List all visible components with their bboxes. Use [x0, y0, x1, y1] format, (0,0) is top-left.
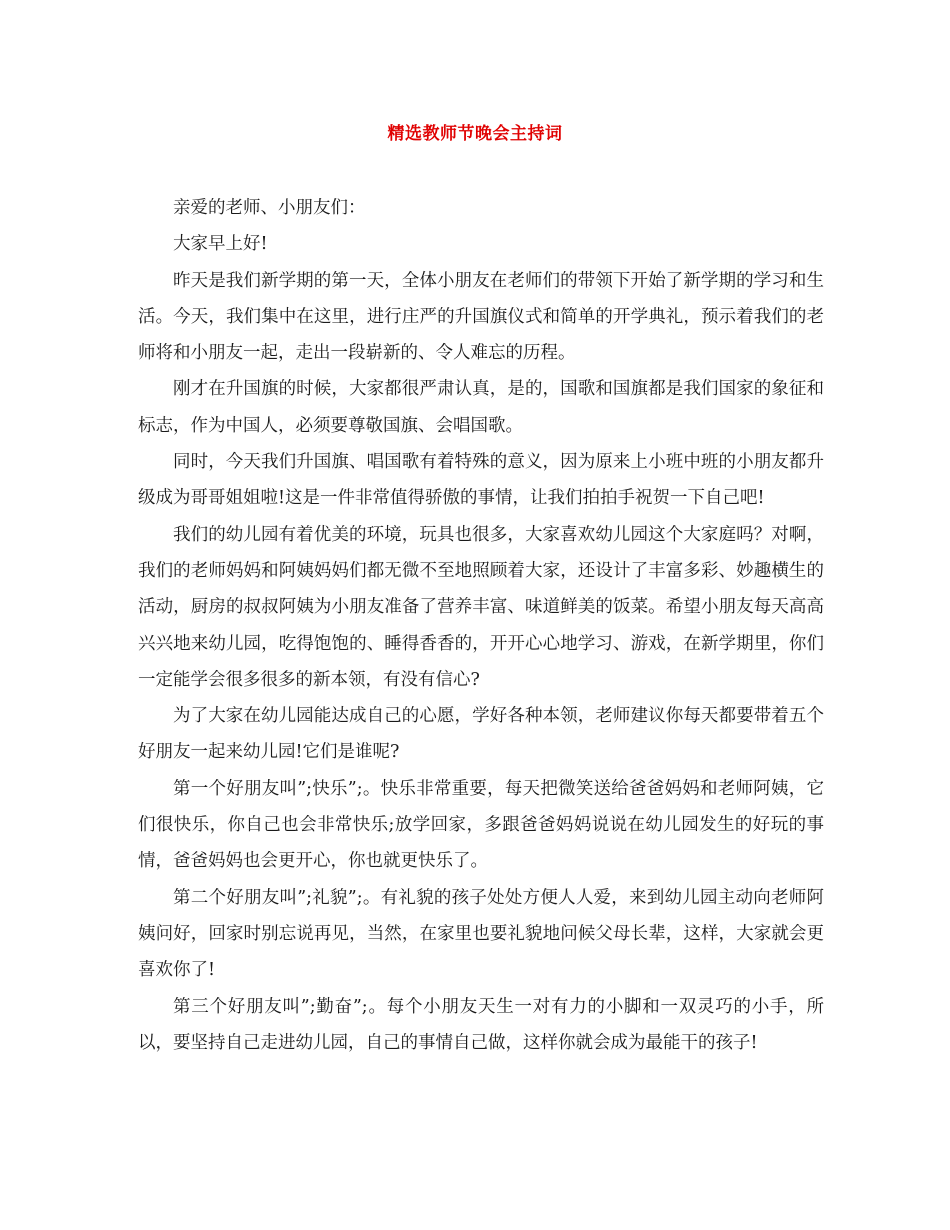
- paragraph-flag-raising: 刚才在升国旗的时候，大家都很严肃认真，是的，国歌和国旗都是我们国家的象征和标志，作为中国人，必须要尊敬国旗、会唱国歌。: [138, 379, 824, 436]
- paragraph-friend-politeness: 第二个好朋友叫”;礼貌”;。有礼貌的孩子处处方便人人爱，来到幼儿园主动向老师阿姨问好，回家时别忘说再见，当然，在家里也要礼貌地问候父母长辈，这样，大家就会更喜欢你了!: [138, 887, 824, 981]
- paragraph-good-morning: 大家早上好!: [173, 234, 268, 255]
- paragraph-friend-happiness: 第一个好朋友叫”;快乐”;。快乐非常重要，每天把微笑送给爸爸妈妈和老师阿姨，它们很快乐，你自己也会非常快乐;放学回家，多跟爸爸妈妈说说在幼儿园发生的好玩的事情，爸爸妈妈也会更开心，你也就更快乐了。: [138, 778, 824, 872]
- paragraph-new-semester: 昨天是我们新学期的第一天，全体小朋友在老师们的带领下开始了新学期的学习和生活。今天，我们集中在这里，进行庄严的升国旗仪式和简单的开学典礼，预示着我们的老师将和小朋友一起，走出一段崭新的、令人难忘的历程。: [138, 270, 824, 364]
- document-body: [138, 190, 824, 1061]
- paragraph-greeting: 亲爱的老师、小朋友们：: [173, 198, 366, 218]
- document-title: 精选教师节晚会主持词: [387, 124, 563, 144]
- paragraph-kindergarten: 我们的幼儿园有着优美的环境，玩具也很多，大家喜欢幼儿园这个大家庭吗？对啊，我们的老师妈妈和阿姨妈妈们都无微不至地照顾着大家，还设计了丰富多彩、妙趣横生的活动，厨房的叔叔阿姨为小朋友准备了营养丰富、味道鲜美的饭菜。希望小朋友每天高高兴兴地来幼儿园，吃得饱饱的、睡得香香的，开开心心地学习、游戏，在新学期里，你们一定能学会很多很多的新本领，有没有信心?: [138, 524, 824, 690]
- paragraph-special-meaning: 同时，今天我们升国旗、唱国歌有着特殊的意义，因为原来上小班中班的小朋友都升级成为哥哥姐姐啦!这是一件非常值得骄傲的事情，让我们拍拍手祝贺一下自己吧!: [138, 452, 824, 509]
- paragraph-five-friends: 为了大家在幼儿园能达成自己的心愿，学好各种本领，老师建议你每天都要带着五个好朋友一起来幼儿园!它们是谁呢?: [138, 706, 824, 763]
- paragraph-friend-diligence: 第三个好朋友叫”;勤奋”;。每个小朋友天生一对有力的小脚和一双灵巧的小手，所以，要坚持自己走进幼儿园，自己的事情自己做，这样你就会成为最能干的孩子!: [138, 996, 824, 1053]
